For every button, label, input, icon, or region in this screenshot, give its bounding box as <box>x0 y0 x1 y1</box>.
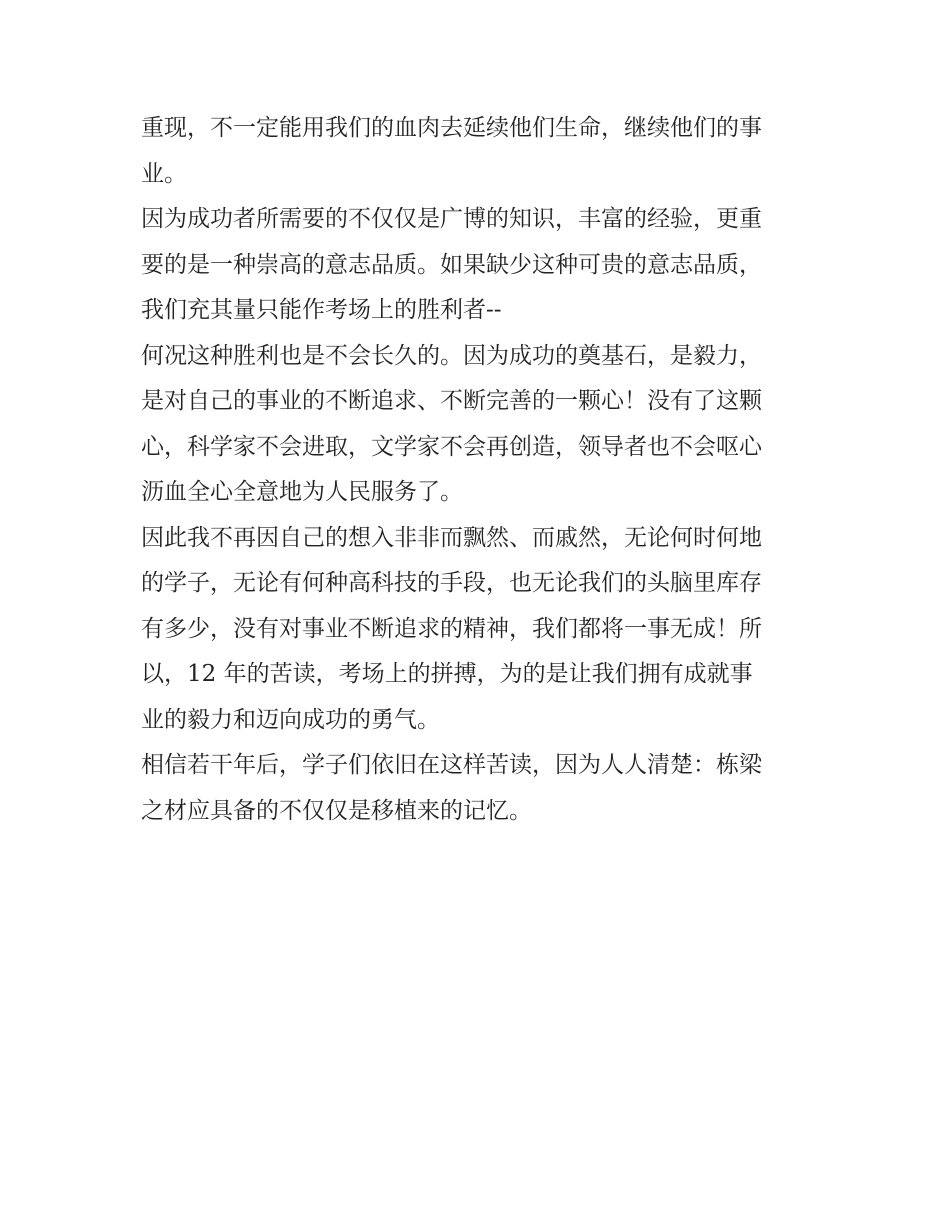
text-line: 沥血全心全意地为人民服务了。 <box>141 479 463 505</box>
text-line: 业。 <box>141 160 187 187</box>
text-line: 以，12 年的苦读，考场上的拼搏，为的是让我们拥有成就事 <box>141 661 753 687</box>
text-line: 我们充其量只能作考场上的胜利者-- <box>141 297 502 323</box>
text-line: 业的毅力和迈向成功的勇气。 <box>141 706 440 733</box>
text-line: 相信若干年后，学子们依旧在这样苦读，因为人人清楚：栋梁 <box>141 752 762 778</box>
text-line: 因此我不再因自己的想入非非而飘然、而戚然，无论何时何地 <box>141 524 762 551</box>
text-line: 有多少，没有对事业不断追求的精神，我们都将一事无成！所 <box>141 615 762 642</box>
body-text <box>141 106 821 834</box>
text-line: 重现，不一定能用我们的血肉去延续他们生命，继续他们的事 <box>141 115 762 141</box>
text-line: 的学子，无论有何种高科技的手段，也无论我们的头脑里库存 <box>141 570 762 596</box>
text-line: 是对自己的事业的不断追求、不断完善的一颗心！没有了这颗 <box>141 388 762 414</box>
text-line: 因为成功者所需要的不仅仅是广博的知识，丰富的经验，更重 <box>141 206 762 232</box>
text-line: 何况这种胜利也是不会长久的。因为成功的奠基石，是毅力， <box>141 342 762 369</box>
text-line: 心，科学家不会进取，文学家不会再创造，领导者也不会呕心 <box>141 433 762 460</box>
text-line: 之材应具备的不仅仅是移植来的记忆。 <box>141 797 532 824</box>
text-line: 要的是一种崇高的意志品质。如果缺少这种可贵的意志品质， <box>141 251 762 278</box>
